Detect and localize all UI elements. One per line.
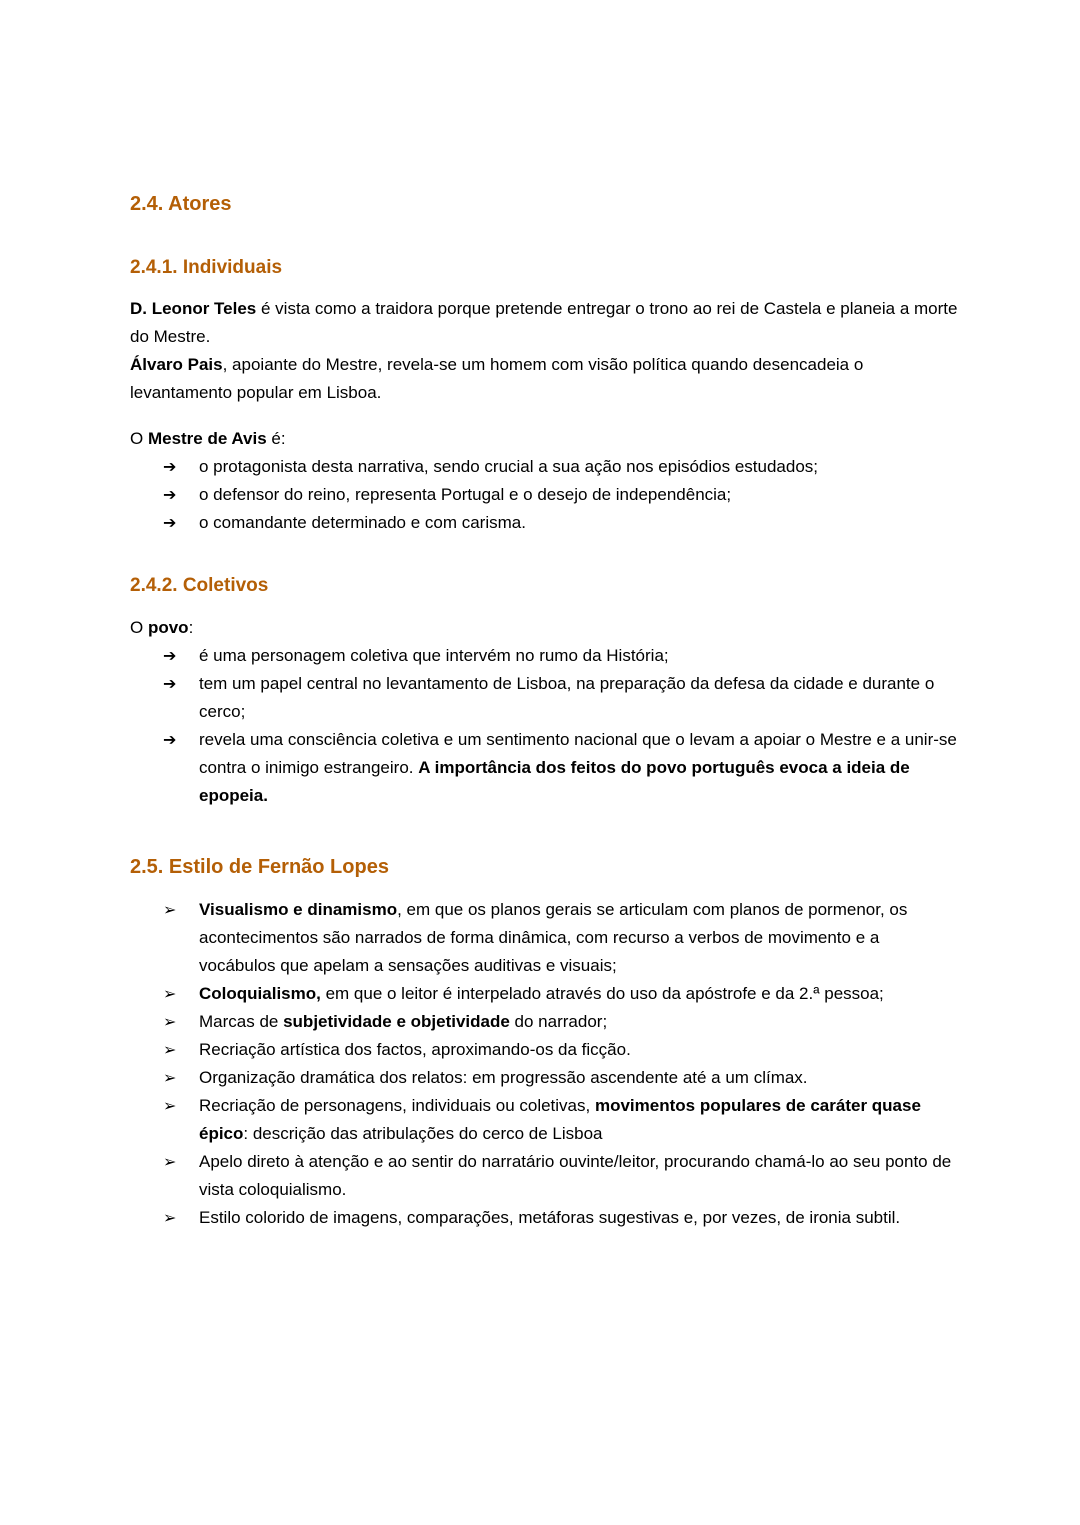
text-run: Álvaro Pais (130, 355, 223, 374)
text-run: subjetividade e objetividade (283, 1012, 510, 1031)
list-item (130, 980, 960, 1008)
section-heading-individuais: 2.4.1. Individuais (130, 257, 283, 278)
text-run: em que o leitor é interpelado através do uso da apóstrofe e da 2.ª pessoa; (320, 984, 884, 1003)
list-item-text (199, 726, 960, 810)
text-run: o defensor do reino, representa Portugal e o desejo de independência; (199, 485, 732, 504)
text-run: Apelo direto à atenção e ao sentir do narratário ouvinte/leitor, procurando chamá-lo ao seu ponto de vista coloquialismo. (199, 1152, 952, 1199)
list-item-text (199, 980, 960, 1008)
text-run: Recriação de personagens, individuais ou coletivas, (199, 1096, 595, 1115)
list-item (130, 1204, 960, 1232)
chevron-bullet-icon: ➢ (163, 984, 177, 1003)
lead-line-povo (130, 614, 960, 642)
text-run: , em que os planos gerais se articulam com planos de pormenor, os acontecimentos são narrados de forma dinâmica, com recurso a verbos de movimento e a vocábulos que apelam a sensações auditivas e visuais; (199, 900, 908, 975)
section-heading-atores: 2.4. Atores (130, 193, 232, 215)
list-item (130, 1092, 960, 1148)
text-run: o comandante determinado e com carisma. (199, 513, 526, 532)
text-run: movimentos populares de caráter quase épico (199, 1096, 921, 1143)
list-item (130, 1064, 960, 1092)
chevron-bullet-icon: ➢ (163, 1012, 177, 1031)
text-run: tem um papel central no levantamento de Lisboa, na preparação da defesa da cidade e durante o cerco; (199, 674, 935, 721)
text-run: O (130, 429, 148, 448)
text-run: Organização dramática dos relatos: em progressão ascendente até a um clímax. (199, 1068, 808, 1087)
list-item-text (199, 1064, 960, 1092)
chevron-bullet-icon: ➢ (163, 1068, 177, 1087)
text-run: Estilo colorido de imagens, comparações, metáforas sugestivas e, por vezes, de ironia subtil. (199, 1208, 901, 1227)
text-run: A importância dos feitos do povo português evoca a ideia de epopeia. (199, 758, 910, 805)
list-item-text (199, 1148, 960, 1204)
list-item-text (199, 453, 960, 481)
section-heading-coletivos: 2.4.2. Coletivos (130, 575, 269, 596)
arrow-bullet-icon: ➔ (163, 646, 177, 665)
list-item (130, 670, 960, 726)
list-mestre (130, 453, 960, 537)
paragraph-individuais (130, 295, 960, 407)
text-run: o protagonista desta narrativa, sendo crucial a sua ação nos episódios estudados; (199, 457, 819, 476)
text-run: povo (147, 618, 189, 637)
text-run: : descrição das atribulações do cerco de Lisboa (243, 1124, 603, 1143)
list-item-text (199, 642, 960, 670)
arrow-bullet-icon: ➔ (163, 730, 177, 749)
chevron-bullet-icon: ➢ (163, 900, 177, 919)
list-item (130, 726, 960, 810)
text-run: Marcas de (199, 1012, 284, 1031)
list-item-text (199, 509, 960, 537)
list-item (130, 1008, 960, 1036)
lead-line-mestre (130, 425, 960, 453)
list-item (130, 1036, 960, 1064)
arrow-bullet-icon: ➔ (163, 513, 177, 532)
text-run: D. Leonor Teles (130, 299, 257, 318)
text-run: revela uma consciência coletiva e um sentimento nacional que o levam a apoiar o Mestre e a unir-se contra o inimigo estrangeiro. (199, 730, 957, 777)
list-item (130, 896, 960, 980)
text-run: do narrador; (509, 1012, 608, 1031)
list-estilo (130, 896, 960, 1232)
text-run: é: (266, 429, 286, 448)
list-item-text (199, 1036, 960, 1064)
list-item (130, 509, 960, 537)
list-item (130, 1148, 960, 1204)
chevron-bullet-icon: ➢ (163, 1208, 177, 1227)
list-item-text (199, 481, 960, 509)
text-run: é uma personagem coletiva que intervém no rumo da História; (199, 646, 669, 665)
text-run: Mestre de Avis (147, 429, 267, 448)
text-run: Recriação artística dos factos, aproximando-os da ficção. (199, 1040, 631, 1059)
section-heading-estilo: 2.5. Estilo de Fernão Lopes (130, 856, 389, 878)
list-povo (130, 642, 960, 810)
arrow-bullet-icon: ➔ (163, 457, 177, 476)
list-item-text (199, 1008, 960, 1036)
list-item-text (199, 670, 960, 726)
text-run: , apoiante do Mestre, revela-se um homem com visão política quando desencadeia o levantamento popular em Lisboa. (130, 355, 864, 402)
list-item-text (199, 1204, 960, 1232)
text-run: : (188, 618, 194, 637)
arrow-bullet-icon: ➔ (163, 674, 177, 693)
list-item (130, 453, 960, 481)
list-item-text (199, 896, 960, 980)
arrow-bullet-icon: ➔ (163, 485, 177, 504)
text-run: Coloquialismo, (199, 984, 321, 1003)
list-item (130, 481, 960, 509)
chevron-bullet-icon: ➢ (163, 1152, 177, 1171)
text-run: O (130, 618, 148, 637)
chevron-bullet-icon: ➢ (163, 1040, 177, 1059)
text-run: é vista como a traidora porque pretende entregar o trono ao rei de Castela e planeia a morte do Mestre. (130, 299, 958, 346)
text-run: Visualismo e dinamismo (199, 900, 398, 919)
chevron-bullet-icon: ➢ (163, 1096, 177, 1115)
list-item (130, 642, 960, 670)
list-item-text (199, 1092, 960, 1148)
